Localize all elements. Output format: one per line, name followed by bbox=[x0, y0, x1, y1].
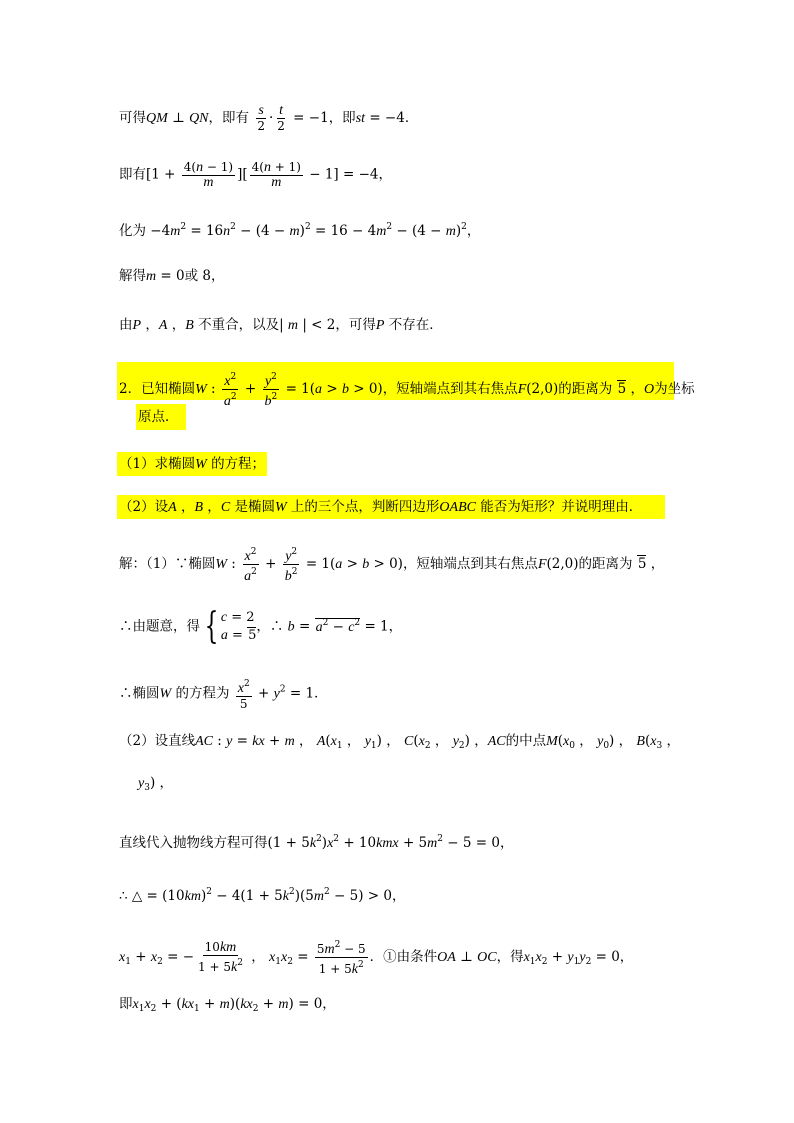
text: ∴椭圆 bbox=[119, 685, 160, 702]
question-2-cont bbox=[138, 407, 179, 427]
text: ，短轴端点到其右焦点 bbox=[402, 556, 538, 572]
text: ．①由条件 bbox=[369, 949, 438, 965]
text: ， bbox=[388, 618, 403, 635]
text: ，∴ bbox=[256, 618, 284, 635]
text: （1）求椭圆 bbox=[119, 456, 196, 472]
text: （2）设 bbox=[119, 499, 169, 515]
text: 的方程； bbox=[211, 456, 266, 472]
text: 直线代入抛物线方程可得 bbox=[119, 835, 268, 851]
text: 为坐标 bbox=[654, 381, 695, 397]
solution-line-2: ∴由题意，得 { c = 2 a = 5 ，∴ $b = a^2 - c^2 = 1$， bbox=[119, 606, 403, 647]
text: 不重合，以及 bbox=[198, 317, 280, 333]
solution-line-5: 直线代入抛物线方程可得$(1 + 5k^2)x^2 + 10kmx + 5m^2 - 5 = 0$， bbox=[119, 834, 514, 851]
text: ， bbox=[466, 223, 481, 239]
text: 的方程为 bbox=[175, 685, 230, 702]
text: ， bbox=[391, 888, 406, 904]
text: ， bbox=[499, 835, 514, 851]
solution-line-8: 即$x_1x_2 + (kx_1 + m)(kx_2 + m) = 0$， bbox=[119, 996, 336, 1014]
text: 化为 bbox=[119, 223, 146, 239]
text: 2．已知椭圆 bbox=[119, 381, 196, 397]
text: 的中点 bbox=[505, 733, 547, 749]
solution-line-6: ∴ △ = $(10km)^2 - 4(1 + 5k^2)(5m^2 - 5) > 0$， bbox=[119, 887, 406, 904]
text: 可得 bbox=[119, 110, 146, 126]
question-2: 2．已知椭圆W : $\frac{x^2}{a^2}$ + $\frac{y^2}{b^2}$ = 1(a > b > 0)，短轴端点到其右焦点F(2,0)的距离为 5 ，O为坐标 bbox=[119, 372, 695, 409]
text: ，短轴端点到其右焦点 bbox=[382, 381, 518, 397]
line-3: 化为 $-4m^2 = 16n^2 - (4 - m)^2 = 16 - 4m^2 - (4 - m)^2$， bbox=[119, 222, 481, 239]
text: ． bbox=[404, 110, 419, 126]
text: 是椭圆 bbox=[234, 499, 275, 515]
text: 即有 bbox=[119, 166, 146, 183]
line-4: 解得m = 0或 8， bbox=[119, 268, 225, 284]
question-2-part-1: （1）求椭圆W 的方程； bbox=[119, 456, 266, 472]
text: ，得 bbox=[496, 949, 524, 965]
text: 由 bbox=[119, 317, 133, 333]
text: 上的三个点，判断四边形 bbox=[290, 499, 440, 515]
text: 的距离为 bbox=[578, 556, 633, 572]
text: 能否为矩形？并说明理由． bbox=[480, 499, 643, 515]
text: ∴由题意，得 bbox=[119, 618, 200, 635]
text: （2）设直线 bbox=[119, 733, 196, 749]
text: ， bbox=[619, 949, 634, 965]
line-1: 可得QM ⊥ QN，即有 $\frac{s}{2}$ · $\frac{t}{2}$ = −1，即st = −4． bbox=[119, 103, 419, 133]
solution-line-7: $x_1 + x_2$ = − $\frac{10km}{1 + 5k^2}$ ， $x_1x_2$ = $\frac{5m^2 - 5}{1 + 5k^2}$ ．①由条件OA ⊥ OC，得$x_1x_2 + y_1y_2 = 0$， bbox=[119, 940, 634, 977]
text: ． bbox=[314, 685, 328, 702]
line-5: 由P ，A ，B 不重合，以及| m | < 2，可得P 不存在． bbox=[119, 317, 443, 333]
solution-line-4-cont: $y_3$) ， bbox=[138, 775, 174, 793]
text: 原点． bbox=[138, 409, 179, 425]
text: 即 bbox=[119, 996, 133, 1012]
text: 的距离为 bbox=[558, 381, 613, 397]
solution-line-3: ∴椭圆W 的方程为 $\frac{x^2}{5}$ + $y^2 = 1$． bbox=[119, 679, 328, 711]
solution-line-4: （2）设直线AC : y = kx + m ， $A(x_1$ ， $y_1$) ， $C(x_2$ ， $y_2$) ，AC的中点$M(x_0$ ， $y_0$) ， $B(x_3$ ， bbox=[119, 733, 680, 751]
line-2: 即有[1 + $\frac{4(n - 1)}{m}$ ][ $\frac{4(n + 1)}{m}$ − 1] = −4， bbox=[119, 160, 392, 190]
text: ， bbox=[322, 996, 336, 1012]
text: ，即有 bbox=[208, 110, 250, 126]
question-2-part-2: （2）设A ，B ，C 是椭圆W 上的三个点，判断四边形OABC 能否为矩形？并说明理由． bbox=[119, 499, 643, 515]
solution-line-1: 解：（1）∵椭圆W : $\frac{x^2}{a^2}$ + $\frac{y^2}{b^2}$ = 1(a > b > 0)，短轴端点到其右焦点F(2,0)的距离为 5 ， bbox=[119, 547, 665, 584]
text: 不存在． bbox=[388, 317, 443, 333]
text: 或 8， bbox=[184, 268, 225, 284]
text: 解：（1）∵椭圆 bbox=[119, 556, 216, 572]
text: ，可得 bbox=[335, 317, 376, 333]
text: 解得 bbox=[119, 268, 146, 284]
text: ，即 bbox=[328, 110, 356, 126]
text: ， bbox=[378, 166, 392, 183]
